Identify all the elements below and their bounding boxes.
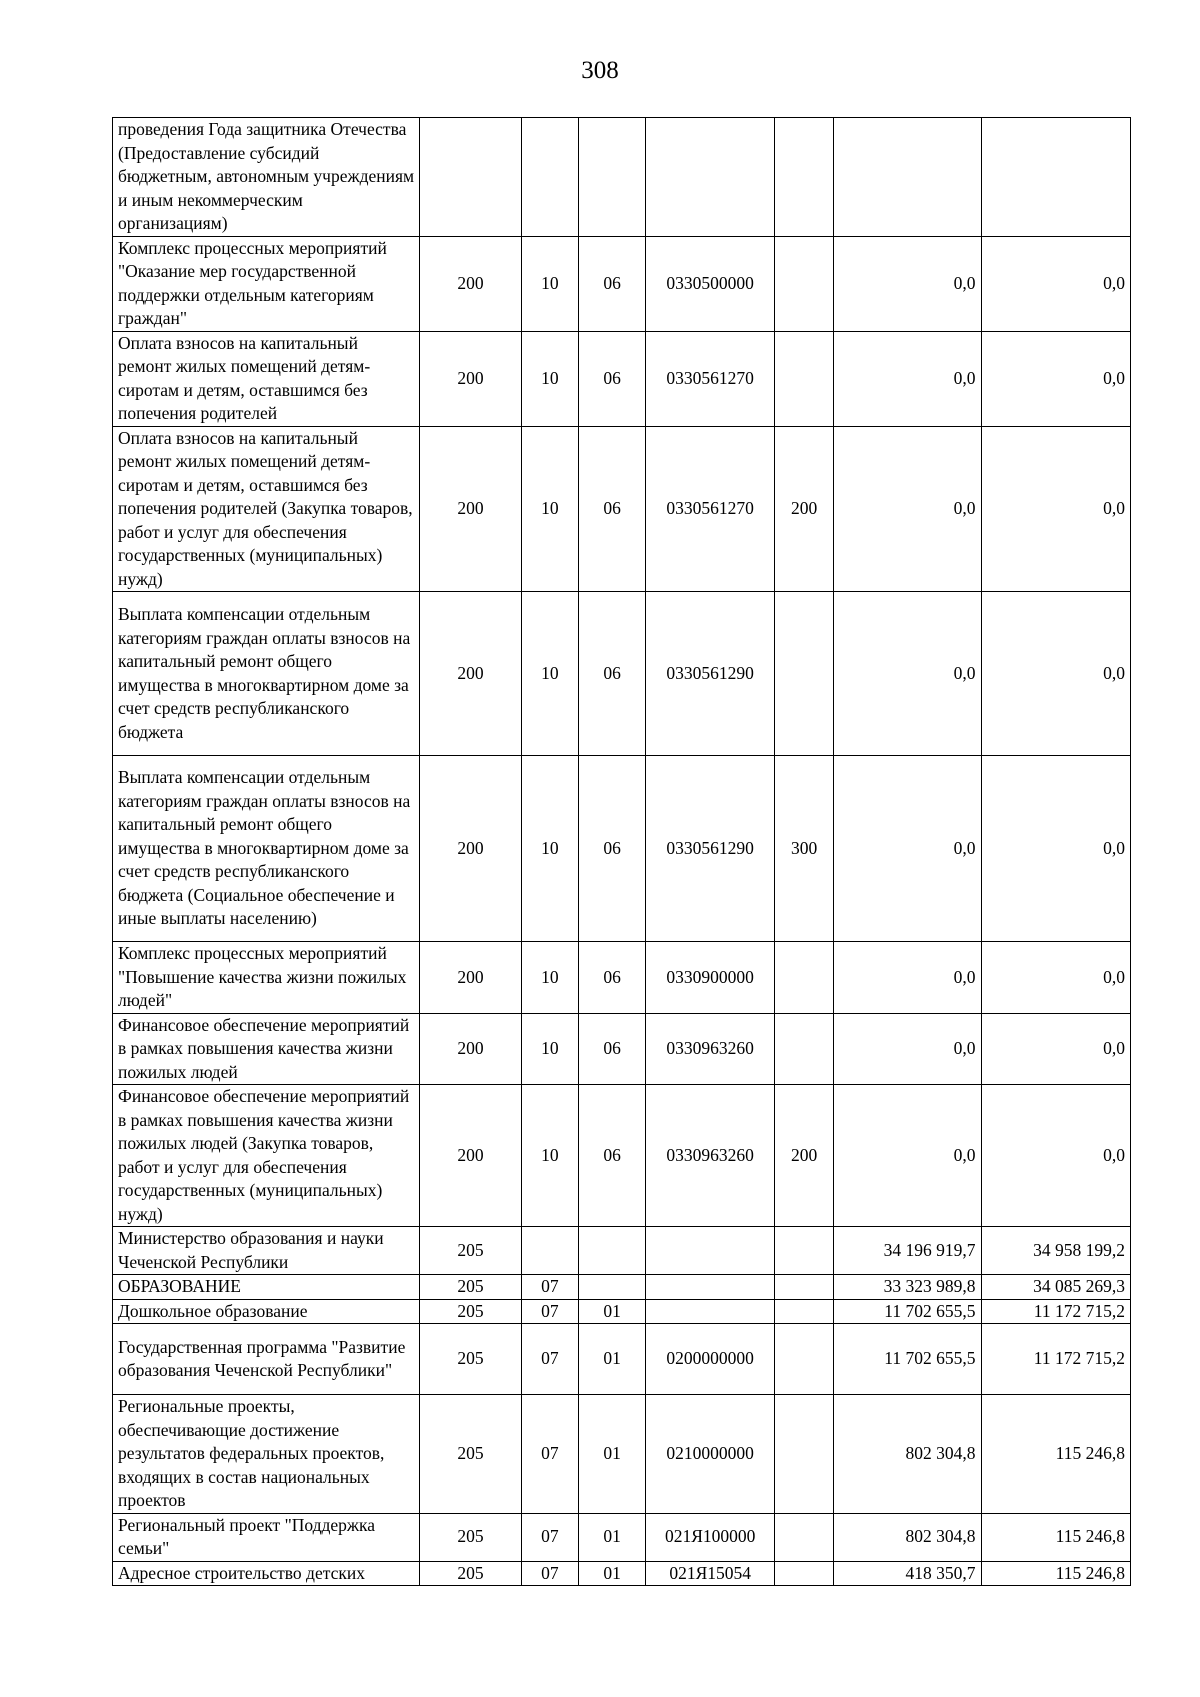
row-section-code: 07 (521, 1324, 578, 1395)
row-amount-1: 11 702 655,5 (834, 1324, 981, 1395)
row-amount-2: 34 958 199,2 (981, 1227, 1131, 1275)
row-ministry-code: 200 (420, 1085, 522, 1227)
row-subsection-code: 01 (578, 1395, 645, 1514)
row-amount-1: 802 304,8 (834, 1395, 981, 1514)
row-name: Министерство образования и науки Чеченской Республики (113, 1227, 420, 1275)
row-section-code: 10 (521, 426, 578, 592)
row-target-article: 021Я15054 (646, 1561, 775, 1586)
row-amount-2: 0,0 (981, 756, 1131, 942)
row-expense-type (775, 1395, 834, 1514)
row-expense-type (775, 1561, 834, 1586)
row-amount-1: 33 323 989,8 (834, 1275, 981, 1300)
row-section-code: 10 (521, 331, 578, 426)
row-expense-type: 200 (775, 1085, 834, 1227)
row-amount-2 (981, 118, 1131, 237)
row-expense-type (775, 331, 834, 426)
row-name: Оплата взносов на капитальный ремонт жилых помещений детям-сиротам и детям, оставшимся без попечения родителей (Закупка товаров, работ и услуг для обеспечения государственных (муниципальных) нужд) (113, 426, 420, 592)
row-amount-1: 0,0 (834, 1085, 981, 1227)
row-amount-2: 0,0 (981, 942, 1131, 1014)
table-row (113, 1299, 1131, 1324)
row-amount-1: 0,0 (834, 1013, 981, 1085)
row-amount-2: 0,0 (981, 1013, 1131, 1085)
row-section-code: 10 (521, 1085, 578, 1227)
row-subsection-code: 06 (578, 592, 645, 756)
row-ministry-code: 200 (420, 426, 522, 592)
row-name: Выплата компенсации отдельным категориям граждан оплаты взносов на капитальный ремонт общего имущества в многоквартирном доме за счет средств республиканского бюджета (113, 592, 420, 756)
row-amount-2: 0,0 (981, 426, 1131, 592)
row-section-code: 10 (521, 236, 578, 331)
row-ministry-code: 200 (420, 1013, 522, 1085)
row-section-code: 07 (521, 1513, 578, 1561)
row-target-article (646, 1227, 775, 1275)
row-amount-2: 0,0 (981, 236, 1131, 331)
row-amount-1: 0,0 (834, 942, 981, 1014)
row-expense-type: 300 (775, 756, 834, 942)
row-amount-2: 0,0 (981, 1085, 1131, 1227)
row-target-article: 0330963260 (646, 1085, 775, 1227)
row-section-code (521, 1227, 578, 1275)
row-subsection-code: 06 (578, 426, 645, 592)
row-ministry-code: 205 (420, 1395, 522, 1514)
row-expense-type (775, 1324, 834, 1395)
row-amount-1: 0,0 (834, 331, 981, 426)
row-name: Государственная программа "Развитие образования Чеченской Республики" (113, 1324, 420, 1395)
row-amount-1 (834, 118, 981, 237)
row-ministry-code: 200 (420, 592, 522, 756)
row-ministry-code: 205 (420, 1299, 522, 1324)
row-expense-type (775, 1275, 834, 1300)
row-subsection-code: 06 (578, 1013, 645, 1085)
page-number: 308 (581, 57, 619, 84)
row-name: Оплата взносов на капитальный ремонт жилых помещений детям-сиротам и детям, оставшимся без попечения родителей (113, 331, 420, 426)
row-expense-type (775, 118, 834, 237)
row-amount-1: 0,0 (834, 426, 981, 592)
row-amount-2: 115 246,8 (981, 1513, 1131, 1561)
row-ministry-code: 200 (420, 756, 522, 942)
row-section-code: 07 (521, 1395, 578, 1514)
row-ministry-code: 200 (420, 942, 522, 1014)
row-name: Региональный проект "Поддержка семьи" (113, 1513, 420, 1561)
row-name: Дошкольное образование (113, 1299, 420, 1324)
row-ministry-code: 205 (420, 1227, 522, 1275)
row-subsection-code (578, 118, 645, 237)
table-row (113, 1513, 1131, 1561)
row-amount-1: 802 304,8 (834, 1513, 981, 1561)
row-subsection-code: 01 (578, 1299, 645, 1324)
row-amount-2: 0,0 (981, 331, 1131, 426)
row-section-code: 07 (521, 1299, 578, 1324)
row-amount-2: 11 172 715,2 (981, 1299, 1131, 1324)
row-amount-1: 0,0 (834, 592, 981, 756)
budget-table (112, 117, 1131, 1586)
row-name: Финансовое обеспечение мероприятий в рамках повышения качества жизни пожилых людей (Закупка товаров, работ и услуг для обеспечения государственных (муниципальных) нужд) (113, 1085, 420, 1227)
row-ministry-code: 200 (420, 236, 522, 331)
row-amount-1: 418 350,7 (834, 1561, 981, 1586)
row-amount-2: 0,0 (981, 592, 1131, 756)
row-ministry-code: 200 (420, 331, 522, 426)
row-name: Выплата компенсации отдельным категориям граждан оплаты взносов на капитальный ремонт общего имущества в многоквартирном доме за счет средств республиканского бюджета (Социальное обеспечение и иные выплаты населению) (113, 756, 420, 942)
table-row (113, 1561, 1131, 1586)
row-expense-type (775, 1513, 834, 1561)
row-amount-1: 0,0 (834, 756, 981, 942)
row-target-article: 0330500000 (646, 236, 775, 331)
row-section-code: 07 (521, 1275, 578, 1300)
table-body (113, 118, 1131, 1586)
row-subsection-code: 06 (578, 756, 645, 942)
row-target-article (646, 1299, 775, 1324)
row-target-article (646, 118, 775, 237)
row-target-article: 0200000000 (646, 1324, 775, 1395)
row-subsection-code: 06 (578, 1085, 645, 1227)
row-subsection-code (578, 1227, 645, 1275)
row-subsection-code (578, 1275, 645, 1300)
row-target-article: 0330900000 (646, 942, 775, 1014)
table-row (113, 118, 1131, 237)
row-amount-1: 11 702 655,5 (834, 1299, 981, 1324)
row-amount-2: 11 172 715,2 (981, 1324, 1131, 1395)
row-section-code: 10 (521, 756, 578, 942)
table-row (113, 1227, 1131, 1275)
row-subsection-code: 06 (578, 942, 645, 1014)
table-row (113, 1013, 1131, 1085)
row-target-article: 0330963260 (646, 1013, 775, 1085)
row-ministry-code: 205 (420, 1324, 522, 1395)
row-target-article: 0330561290 (646, 756, 775, 942)
row-subsection-code: 01 (578, 1513, 645, 1561)
row-ministry-code: 205 (420, 1275, 522, 1300)
row-amount-2: 34 085 269,3 (981, 1275, 1131, 1300)
row-expense-type: 200 (775, 426, 834, 592)
table-row (113, 236, 1131, 331)
table-row (113, 1395, 1131, 1514)
row-expense-type (775, 942, 834, 1014)
row-expense-type (775, 592, 834, 756)
table-row (113, 1275, 1131, 1300)
row-target-article (646, 1275, 775, 1300)
row-subsection-code: 01 (578, 1561, 645, 1586)
row-name: Комплекс процессных мероприятий "Оказание мер государственной поддержки отдельным категориям граждан" (113, 236, 420, 331)
row-section-code: 10 (521, 592, 578, 756)
row-amount-2: 115 246,8 (981, 1395, 1131, 1514)
row-name: Комплекс процессных мероприятий "Повышение качества жизни пожилых людей" (113, 942, 420, 1014)
row-target-article: 0210000000 (646, 1395, 775, 1514)
table-row (113, 1085, 1131, 1227)
row-amount-1: 0,0 (834, 236, 981, 331)
row-amount-1: 34 196 919,7 (834, 1227, 981, 1275)
row-subsection-code: 06 (578, 331, 645, 426)
row-expense-type (775, 1013, 834, 1085)
row-ministry-code (420, 118, 522, 237)
table-row (113, 592, 1131, 756)
row-ministry-code: 205 (420, 1513, 522, 1561)
table-row (113, 1324, 1131, 1395)
table-row (113, 756, 1131, 942)
row-ministry-code: 205 (420, 1561, 522, 1586)
row-amount-2: 115 246,8 (981, 1561, 1131, 1586)
row-section-code (521, 118, 578, 237)
row-name: проведения Года защитника Отечества (Предоставление субсидий бюджетным, автономным учреждениям и иным некоммерческим организациям) (113, 118, 420, 237)
row-expense-type (775, 1227, 834, 1275)
row-name: Финансовое обеспечение мероприятий в рамках повышения качества жизни пожилых людей (113, 1013, 420, 1085)
row-expense-type (775, 1299, 834, 1324)
row-target-article: 0330561290 (646, 592, 775, 756)
row-target-article: 0330561270 (646, 426, 775, 592)
table-row (113, 331, 1131, 426)
row-subsection-code: 06 (578, 236, 645, 331)
table-row (113, 942, 1131, 1014)
row-expense-type (775, 236, 834, 331)
row-section-code: 07 (521, 1561, 578, 1586)
row-target-article: 0330561270 (646, 331, 775, 426)
table-row (113, 426, 1131, 592)
row-target-article: 021Я100000 (646, 1513, 775, 1561)
row-section-code: 10 (521, 942, 578, 1014)
row-name: Адресное строительство детских (113, 1561, 420, 1586)
row-name: ОБРАЗОВАНИЕ (113, 1275, 420, 1300)
row-name: Региональные проекты, обеспечивающие достижение результатов федеральных проектов, входящих в состав национальных проектов (113, 1395, 420, 1514)
row-subsection-code: 01 (578, 1324, 645, 1395)
row-section-code: 10 (521, 1013, 578, 1085)
